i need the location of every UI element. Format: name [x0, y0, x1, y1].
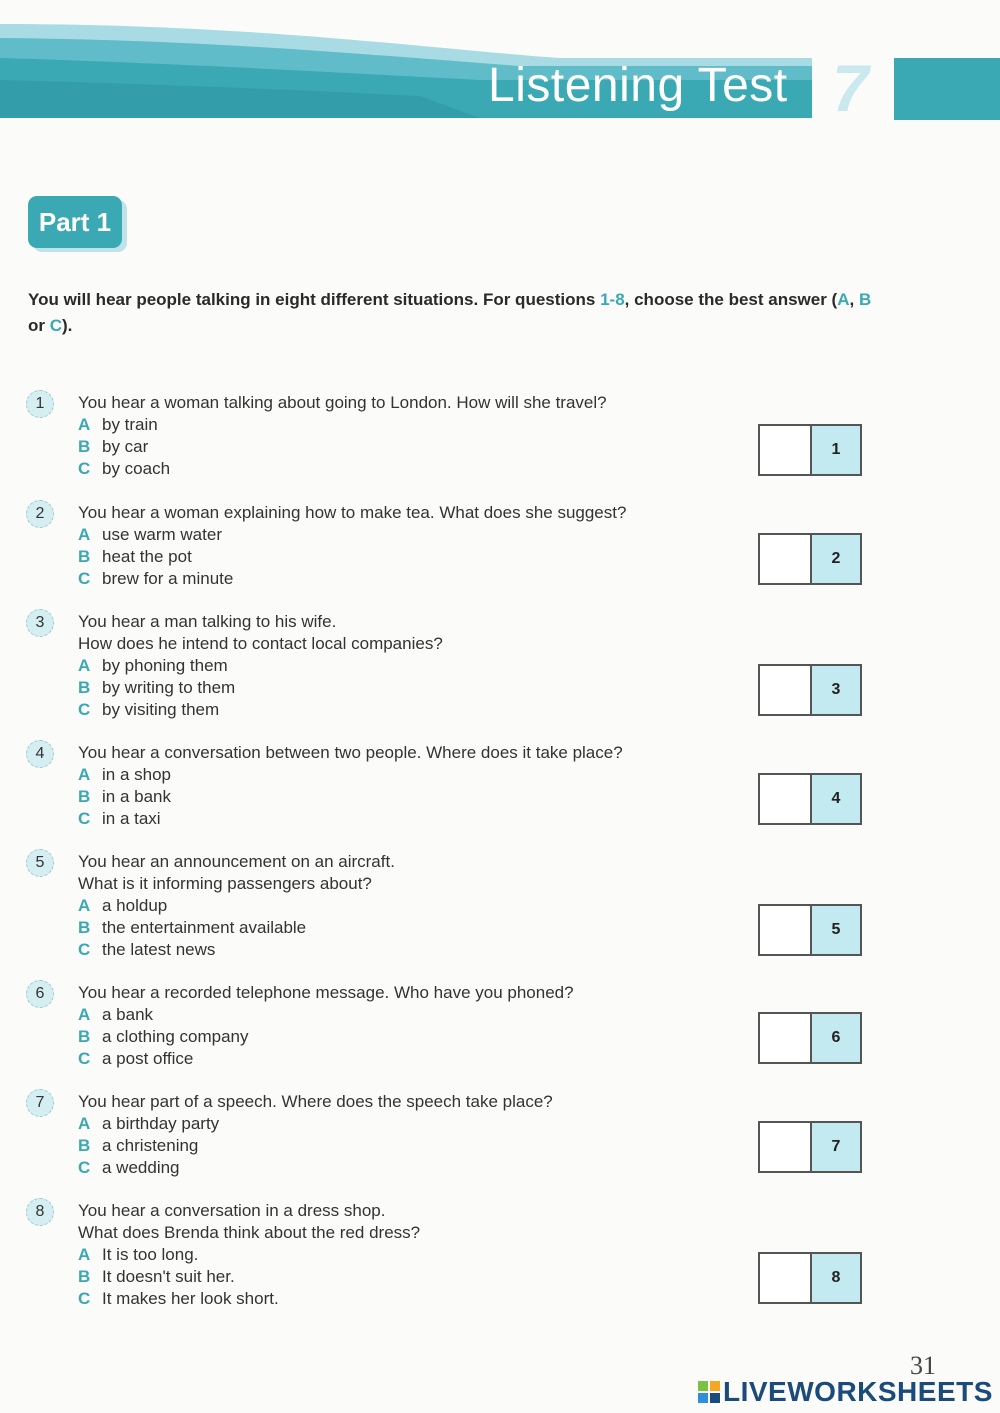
- option-b: B in a bank: [78, 787, 171, 806]
- question-number: 6: [26, 980, 54, 1008]
- question-number: 7: [26, 1089, 54, 1117]
- option-a: A a birthday party: [78, 1114, 220, 1133]
- answer-box: [758, 773, 862, 825]
- option-c: C It makes her look short.: [78, 1289, 279, 1308]
- answer-input[interactable]: [760, 666, 812, 714]
- instructions-prefix: You will hear people talking in eight different situations. For questions: [28, 290, 601, 309]
- question-number: 1: [26, 390, 54, 418]
- answer-input[interactable]: [760, 775, 812, 823]
- option-c: C the latest news: [78, 940, 216, 959]
- option-c: C a wedding: [78, 1158, 180, 1177]
- instructions-middle: , choose the best answer (: [624, 290, 838, 309]
- answer-input[interactable]: [760, 1014, 812, 1062]
- option-a: A by train: [78, 415, 158, 434]
- option-b-label: B: [858, 290, 872, 309]
- answer-box: [758, 533, 862, 585]
- answer-label: 2: [812, 535, 860, 583]
- option-c: C by coach: [78, 459, 171, 478]
- question-text: You hear an announcement on an aircraft. What is it informing passengers about?: [78, 852, 395, 893]
- question-number: 5: [26, 849, 54, 877]
- question-number: 2: [26, 500, 54, 528]
- option-a: A by phoning them: [78, 656, 228, 675]
- answer-input[interactable]: [760, 535, 812, 583]
- question-text: You hear a woman explaining how to make tea. What does she suggest?: [78, 503, 627, 522]
- option-c: C a post office: [78, 1049, 194, 1068]
- option-a: A It is too long.: [78, 1245, 199, 1264]
- answer-box: [758, 424, 862, 476]
- answer-label: 5: [812, 906, 860, 954]
- option-a-label: A: [837, 290, 850, 309]
- option-c: C by visiting them: [78, 700, 220, 719]
- answer-label: 1: [812, 426, 860, 474]
- answer-input[interactable]: [760, 906, 812, 954]
- option-a: A use warm water: [78, 525, 222, 544]
- test-number: 7: [832, 51, 869, 125]
- answer-label: 6: [812, 1014, 860, 1062]
- option-a: A a bank: [78, 1005, 154, 1024]
- answer-label: 7: [812, 1123, 860, 1171]
- question-text: You hear a woman talking about going to London. How will she travel?: [78, 393, 607, 412]
- option-b: B a christening: [78, 1136, 199, 1155]
- question-text: You hear a man talking to his wife. How does he intend to contact local companies?: [78, 612, 443, 653]
- brand-name: LIVEWORKSHEETS: [723, 1376, 993, 1407]
- answer-box: [758, 1121, 862, 1173]
- option-b: B It doesn't suit her.: [78, 1267, 235, 1286]
- question-text: You hear a conversation between two people. Where does it take place?: [78, 743, 623, 762]
- liveworksheets-logo-icon: [698, 1381, 720, 1403]
- instructions-or: or: [28, 316, 50, 335]
- question-number: 3: [26, 609, 54, 637]
- part-badge: Part 1: [28, 196, 122, 248]
- option-a: A a holdup: [78, 896, 168, 915]
- question-number: 8: [26, 1198, 54, 1226]
- page-title: Listening Test: [488, 59, 788, 112]
- question-text: You hear a recorded telephone message. Who have you phoned?: [78, 983, 574, 1002]
- question-range: 1-8: [600, 290, 625, 309]
- answer-input[interactable]: [760, 426, 812, 474]
- option-b: B a clothing company: [78, 1027, 249, 1046]
- answer-box: [758, 1252, 862, 1304]
- option-c: C brew for a minute: [78, 569, 234, 588]
- question-text: You hear a conversation in a dress shop. What does Brenda think about the red dress?: [78, 1201, 421, 1242]
- option-a: A in a shop: [78, 765, 171, 784]
- option-b: B the entertainment available: [78, 918, 307, 937]
- answer-label: 8: [812, 1254, 860, 1302]
- instructions-suffix: ).: [62, 316, 73, 335]
- option-c-label: C: [49, 316, 63, 335]
- option-c: C in a taxi: [78, 809, 161, 828]
- answer-box: [758, 1012, 862, 1064]
- answer-box: [758, 664, 862, 716]
- answer-input[interactable]: [760, 1254, 812, 1302]
- answer-input[interactable]: [760, 1123, 812, 1171]
- footer-brand: [698, 1376, 993, 1408]
- option-b: B by writing to them: [78, 678, 236, 697]
- question-text: You hear part of a speech. Where does the speech take place?: [78, 1092, 553, 1111]
- answer-box: [758, 904, 862, 956]
- answer-label: 3: [812, 666, 860, 714]
- instructions: [28, 287, 878, 339]
- page-number: 31: [910, 1351, 936, 1380]
- answer-label: 4: [812, 775, 860, 823]
- option-b: B by car: [78, 437, 149, 456]
- option-b: B heat the pot: [78, 547, 192, 566]
- instructions-sep: ,: [849, 290, 859, 309]
- question-number: 4: [26, 740, 54, 768]
